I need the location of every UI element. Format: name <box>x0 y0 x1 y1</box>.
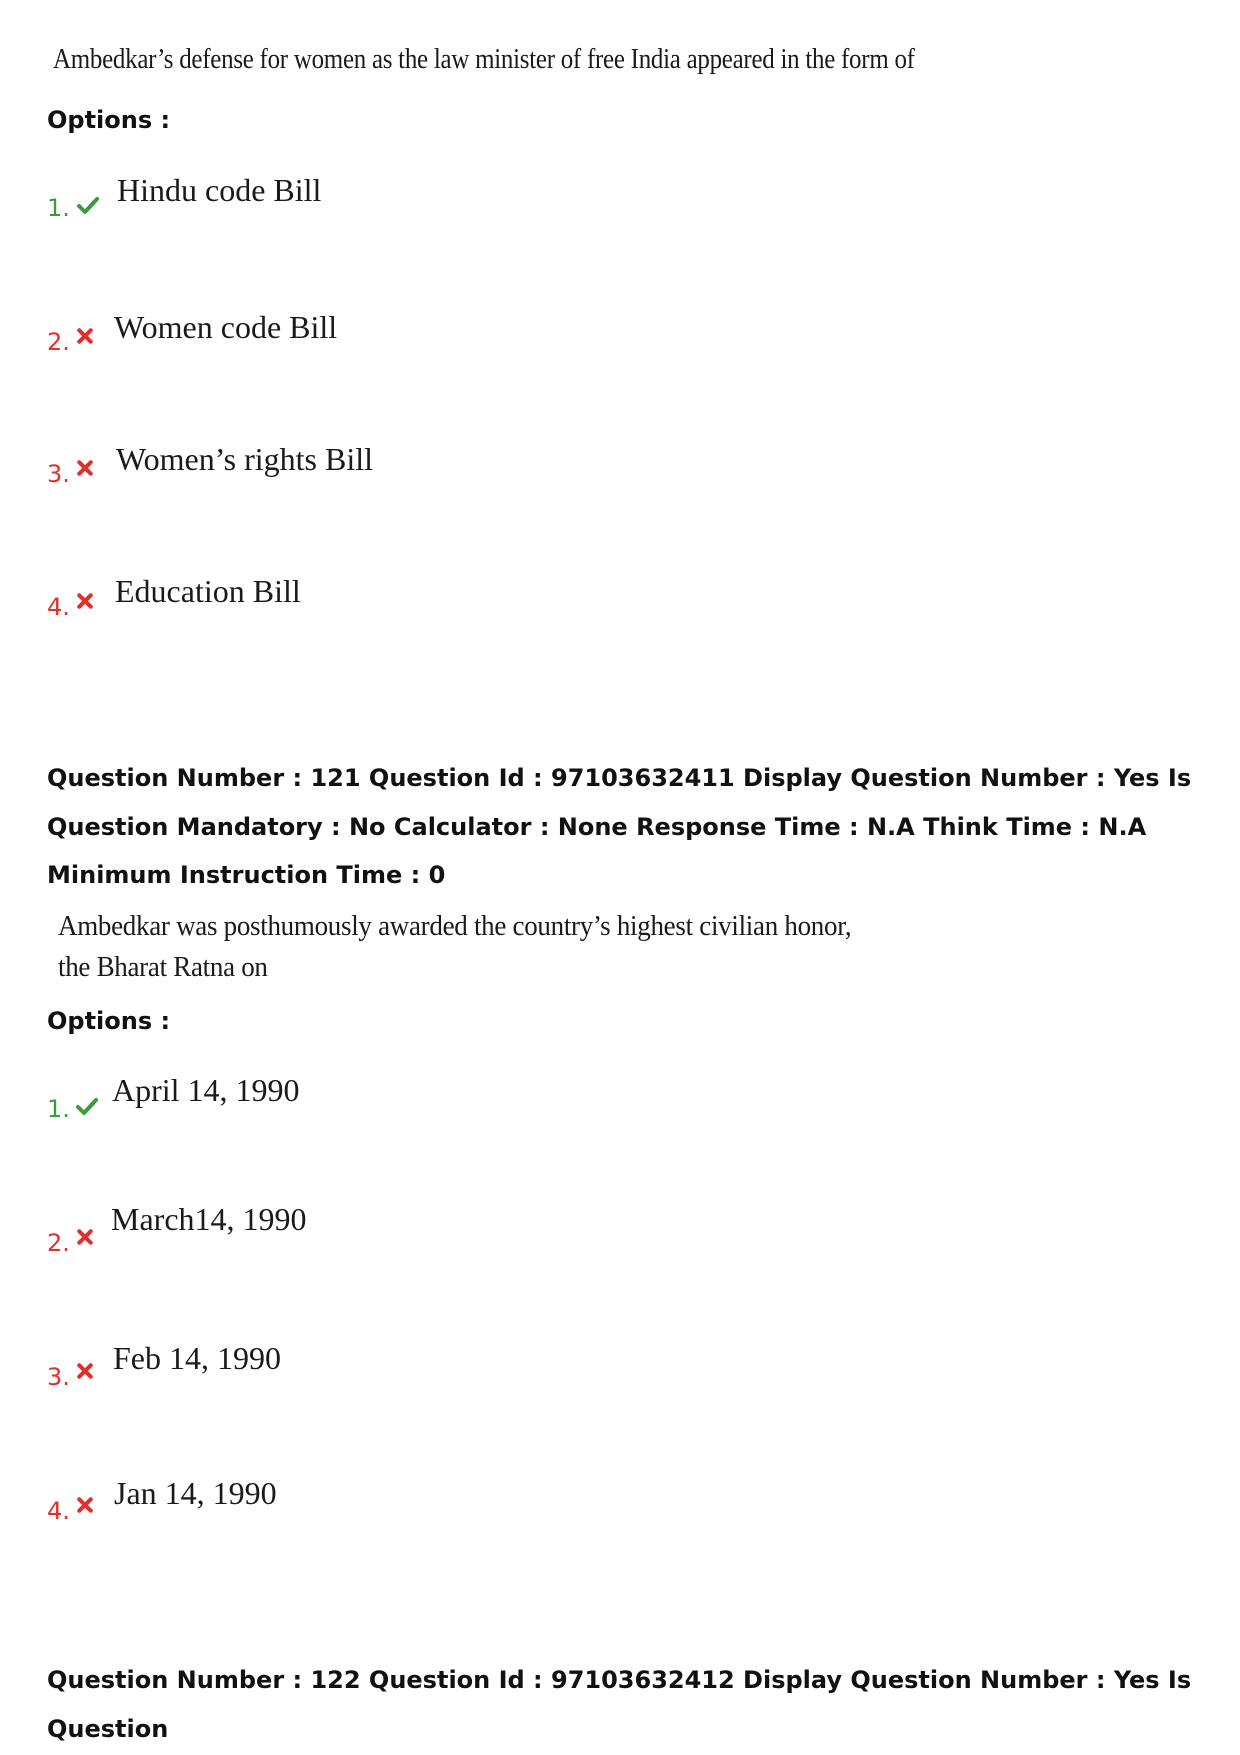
option-number: 2. <box>47 328 70 356</box>
option-number: 3. <box>47 460 70 488</box>
option-number: 1. <box>47 1095 70 1123</box>
option-number: 3. <box>47 1363 70 1391</box>
option-text: April 14, 1990 <box>112 1072 300 1108</box>
check-icon <box>77 194 99 216</box>
option-text: Women’s rights Bill <box>116 441 373 477</box>
options-label: Options : <box>47 106 171 134</box>
question-meta: Question Number : 122 Question Id : 97103632412 Display Question Number : Yes Is Question <box>47 1666 1192 1743</box>
option-text: Jan 14, 1990 <box>114 1475 277 1511</box>
option-number: 2. <box>47 1229 70 1257</box>
cross-icon <box>76 1496 94 1514</box>
option-text: Education Bill <box>115 573 301 609</box>
question-text-line: Ambedkar was posthumously awarded the country’s highest civilian honor, <box>58 910 852 942</box>
option-text: March14, 1990 <box>111 1201 307 1237</box>
question-text: Ambedkar’s defense for women as the law minister of free India appeared in the form of <box>53 43 915 75</box>
check-icon <box>76 1095 98 1117</box>
options-label: Options : <box>47 1007 171 1035</box>
cross-icon <box>76 592 94 610</box>
question-meta: Question Number : 121 Question Id : 97103632411 Display Question Number : Yes Is Question Mandatory : No Calculator : None Response Time : N.A Think Time : N.A Minimum Instruction Time : 0 <box>47 764 1192 889</box>
cross-icon <box>76 1228 94 1246</box>
option-text: Hindu code Bill <box>117 172 322 208</box>
option-text: Feb 14, 1990 <box>113 1340 281 1376</box>
option-text: Women code Bill <box>114 309 338 345</box>
cross-icon <box>76 1362 94 1380</box>
option-number: 4. <box>47 593 70 621</box>
option-number: 4. <box>47 1497 70 1525</box>
cross-icon <box>76 459 94 477</box>
cross-icon <box>76 327 94 345</box>
question-text-line: the Bharat Ratna on <box>58 951 268 983</box>
option-number: 1. <box>47 194 70 222</box>
